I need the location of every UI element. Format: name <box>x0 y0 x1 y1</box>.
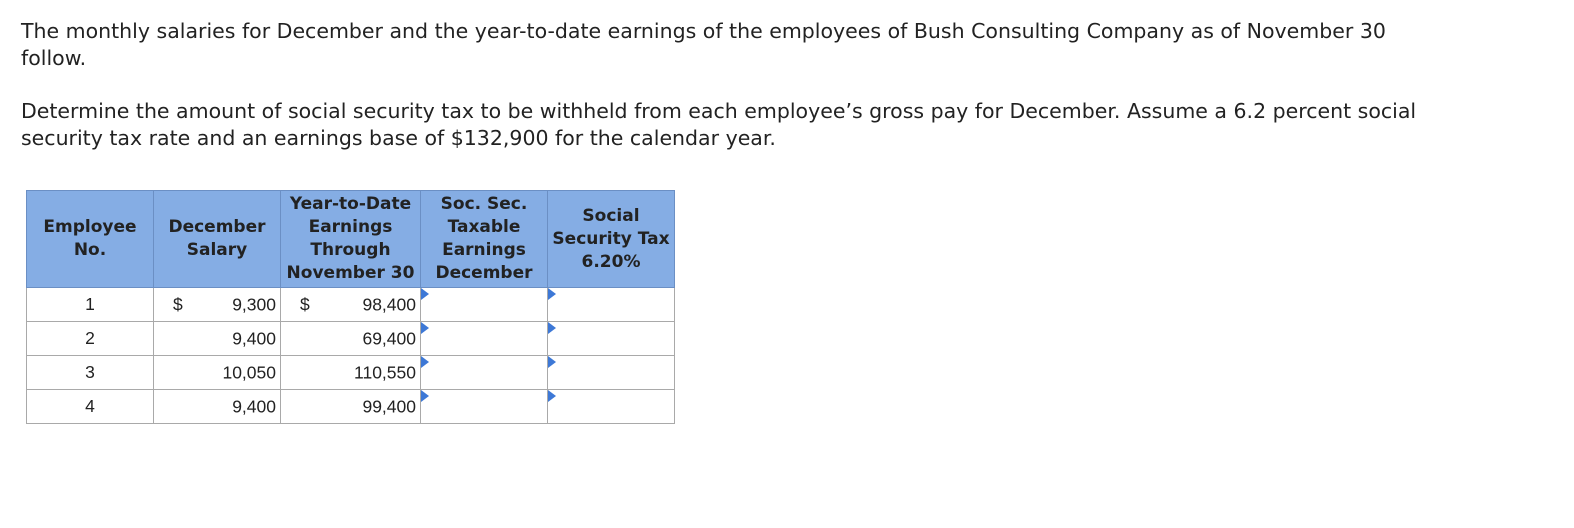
december-salary-cell <box>154 390 281 424</box>
header-line: December <box>435 263 533 283</box>
header-line: Social <box>582 205 640 226</box>
social-security-tax-cell <box>548 356 675 390</box>
instructions-paragraph-1: The monthly salaries for December and the year-to-date earnings of the employees of Bush Consulting Company as of November 30 follow. <box>21 19 1386 70</box>
header-line: Soc. Sec. <box>440 194 528 214</box>
header-line: Earnings <box>308 217 393 237</box>
social-security-tax-cell <box>548 390 675 424</box>
taxable-earnings-input-employee-3[interactable] <box>421 356 547 389</box>
social-security-tax-input-employee-4[interactable] <box>548 390 674 423</box>
header-line: No. <box>73 240 107 260</box>
header-social-security-tax <box>548 191 675 288</box>
employee-no-cell: 2 <box>27 322 154 356</box>
social-security-tax-input-employee-1[interactable] <box>548 288 674 321</box>
social-security-tax-cell <box>548 288 675 322</box>
social-security-tax-input-employee-3[interactable] <box>548 356 674 389</box>
employee-no-cell: 4 <box>27 390 154 424</box>
ytd-earnings-cell <box>281 356 421 390</box>
taxable-earnings-cell <box>421 390 548 424</box>
currency-symbol: $ <box>300 294 310 314</box>
table-row <box>27 390 675 424</box>
taxable-earnings-input-employee-4[interactable] <box>421 390 547 423</box>
payroll-table <box>26 190 675 424</box>
december-salary-cell <box>154 322 281 356</box>
header-line: 6.20% <box>581 251 641 272</box>
header-line: Through <box>310 240 391 260</box>
december-salary-cell <box>154 288 281 322</box>
december-salary-value: 10,050 <box>222 362 276 382</box>
header-line: Employee <box>43 217 137 237</box>
taxable-earnings-input-employee-2[interactable] <box>421 322 547 355</box>
header-december-salary <box>154 191 281 288</box>
december-salary-value: 9,400 <box>232 328 276 348</box>
taxable-earnings-input-employee-1[interactable] <box>421 288 547 321</box>
table-row <box>27 288 675 322</box>
taxable-earnings-cell <box>421 356 548 390</box>
ytd-earnings-cell <box>281 390 421 424</box>
header-line: December <box>168 217 266 237</box>
ytd-earnings-value: 69,400 <box>362 328 416 348</box>
ytd-earnings-value: 98,400 <box>362 294 416 314</box>
table-header-row <box>27 191 675 288</box>
instructions-paragraph-2: Determine the amount of social security tax to be withheld from each employee’s gross pay for December. Assume a 6.2 percent social security tax rate and an earnings base of $132,900 for the calendar year. <box>21 99 1417 150</box>
ytd-earnings-value: 110,550 <box>354 362 416 382</box>
social-security-tax-cell <box>548 322 675 356</box>
header-line: November 30 <box>286 263 415 283</box>
currency-symbol: $ <box>173 294 183 314</box>
employee-no-cell: 3 <box>27 356 154 390</box>
ytd-earnings-value: 99,400 <box>362 396 416 416</box>
header-employee-no <box>27 191 154 288</box>
table-row <box>27 356 675 390</box>
header-taxable-earnings <box>421 191 548 288</box>
header-line: Year-to-Date <box>289 194 412 214</box>
header-line: Earnings <box>442 240 526 260</box>
ytd-earnings-cell <box>281 322 421 356</box>
header-line: Taxable <box>447 217 521 237</box>
december-salary-value: 9,400 <box>232 396 276 416</box>
header-ytd-earnings <box>281 191 421 288</box>
header-line: Security Tax <box>552 228 670 249</box>
employee-no-cell: 1 <box>27 288 154 322</box>
december-salary-cell <box>154 356 281 390</box>
december-salary-value: 9,300 <box>232 294 276 314</box>
ytd-earnings-cell <box>281 288 421 322</box>
table-row <box>27 322 675 356</box>
taxable-earnings-cell <box>421 322 548 356</box>
taxable-earnings-cell <box>421 288 548 322</box>
header-line: Salary <box>186 240 248 260</box>
social-security-tax-input-employee-2[interactable] <box>548 322 674 355</box>
